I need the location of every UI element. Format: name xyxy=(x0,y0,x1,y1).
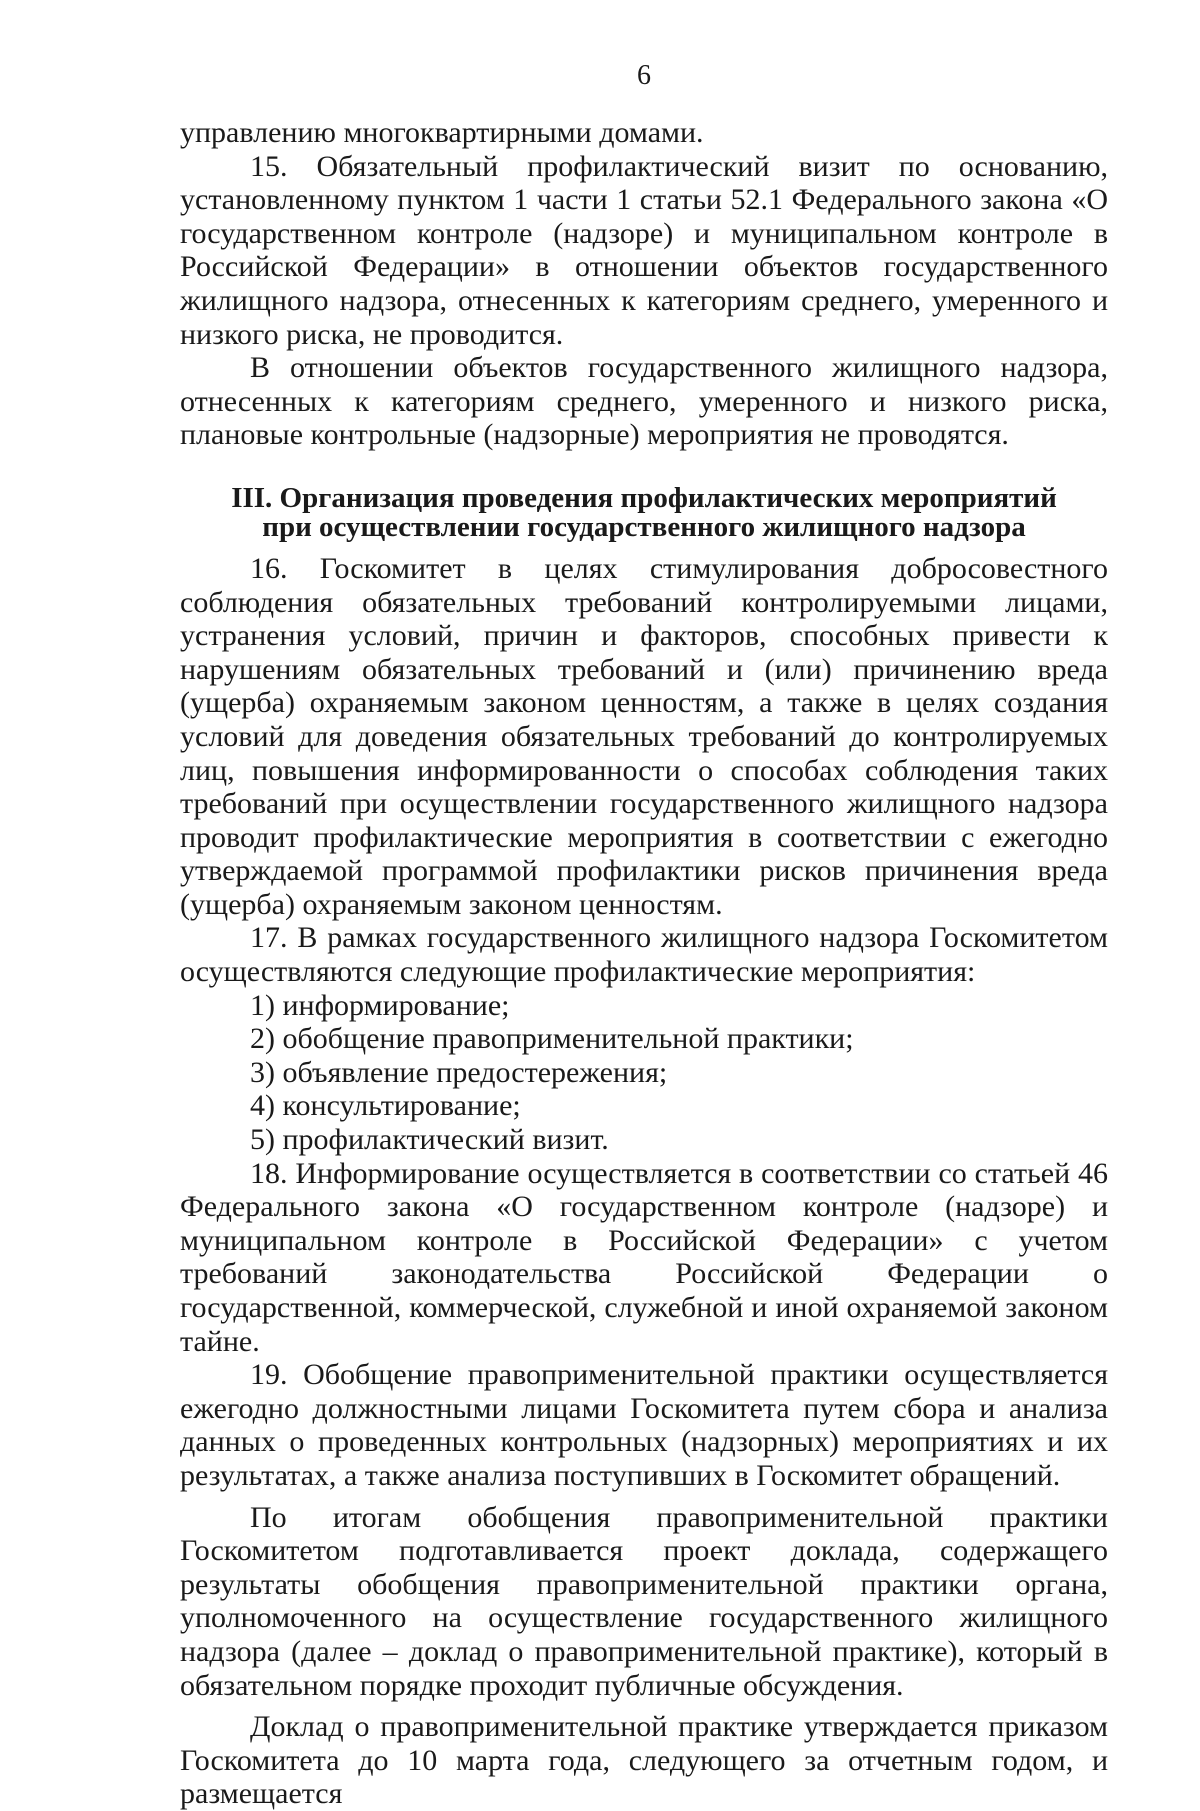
list-item: 4) консультирование; xyxy=(250,1089,521,1123)
paragraph-19-report: По итогам обобщения правоприменительной практики Госкомитетом подготавливается проект доклада, содержащего результаты обобщения правоприменительной практики органа, уполномоченного на осуществление государственного жилищного надзора (далее – доклад о правоприменительной практике), который в обязательном порядке проходит публичные обсуждения. xyxy=(180,1500,1108,1702)
paragraph-18: 18. Информирование осуществляется в соответствии со статьей 46 Федерального закона «О государственном контроле (надзоре) и муниципальном контроле в Российской Федерации» с учетом требований законодательства Российской Федерации о государственной, коммерческой, служебной и иной охраняемой законом тайне. xyxy=(180,1156,1108,1358)
paragraph-15-cont: В отношении объектов государственного жилищного надзора, отнесенных к категориям среднего, умеренного и низкого риска, плановые контрольные (надзорные) мероприятия не проводятся. xyxy=(180,351,1108,452)
paragraph-19-approval: Доклад о правоприменительной практике утверждается приказом Госкомитета до 10 марта года, следующего за отчетным годом, и размещается xyxy=(180,1710,1108,1811)
list-item: 3) объявление предостережения; xyxy=(250,1055,668,1089)
page-number: 6 xyxy=(637,60,651,91)
list-item: 1) информирование; xyxy=(250,988,510,1022)
list-item: 2) обобщение правоприменительной практики; xyxy=(250,1022,854,1056)
section-heading-line2: при осуществлении государственного жилищного надзора xyxy=(262,510,1026,543)
paragraph-17: 17. В рамках государственного жилищного надзора Госкомитетом осуществляются следующие профилактические мероприятия: xyxy=(180,921,1108,989)
paragraph-19: 19. Обобщение правоприменительной практики осуществляется ежегодно должностными лицами Госкомитета путем сбора и анализа данных о проведенных контрольных (надзорных) мероприятиях и их результатах, а также анализа поступивших в Госкомитет обращений. xyxy=(180,1358,1108,1492)
paragraph-16: 16. Госкомитет в целях стимулирования добросовестного соблюдения обязательных требований контролируемыми лицами, устранения условий, причин и факторов, способных привести к нарушениям обязательных требований и (или) причинению вреда (ущерба) охраняемым законом ценностям, а также в целях создания условий для доведения обязательных требований до контролируемых лиц, повышения информированности о способах соблюдения таких требований при осуществлении государственного жилищного надзора проводит профилактические мероприятия в соответствии с ежегодно утверждаемой программой профилактики рисков причинения вреда (ущерба) охраняемым законом ценностям. xyxy=(180,551,1108,921)
paragraph-continuation: управлению многоквартирными домами. xyxy=(180,116,704,149)
section-heading-line1: III. Организация проведения профилактических мероприятий xyxy=(231,481,1057,514)
list-item: 5) профилактический визит. xyxy=(250,1123,609,1157)
section-heading xyxy=(180,481,1108,543)
paragraph-15: 15. Обязательный профилактический визит по основанию, установленному пунктом 1 части 1 статьи 52.1 Федерального закона «О государственном контроле (надзоре) и муниципальном контроле в Российской Федерации» в отношении объектов государственного жилищного надзора, отнесенных к категориям среднего, умеренного и низкого риска, не проводится. xyxy=(180,149,1108,351)
